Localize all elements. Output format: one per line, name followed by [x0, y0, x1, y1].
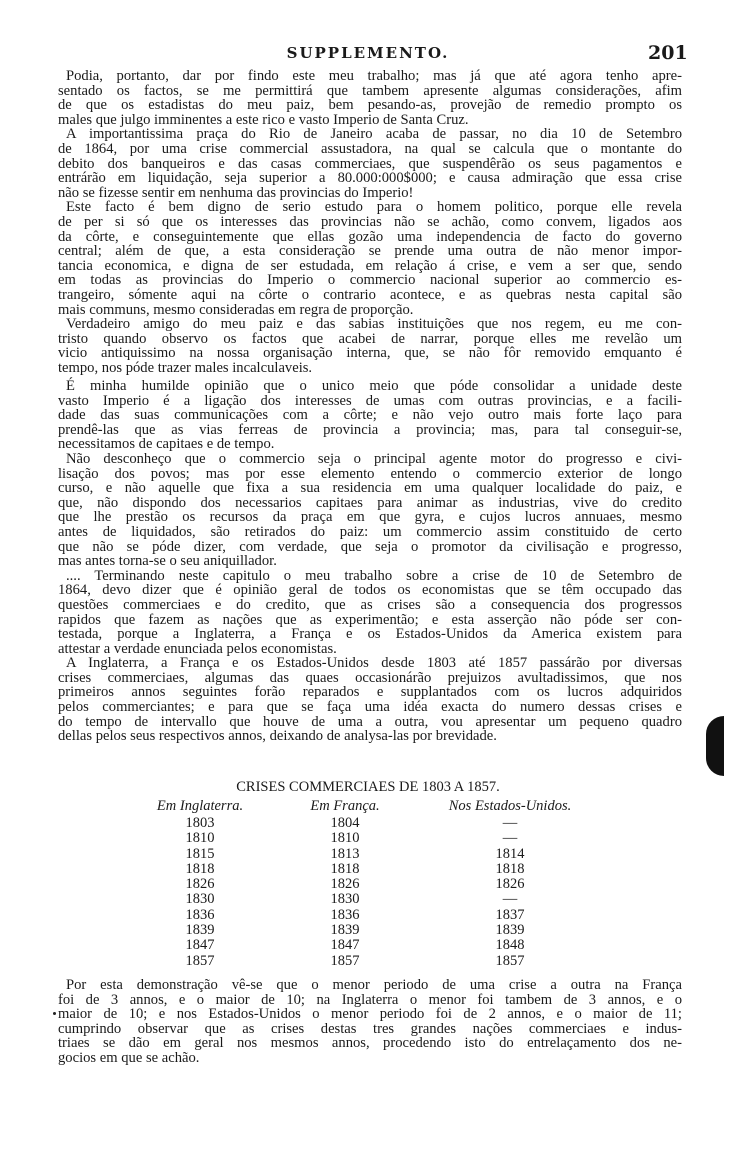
page-number: 201	[648, 42, 688, 64]
table-cell: —	[502, 891, 518, 908]
text-line: de 1864, por uma crise commercial assustadora, na qual se calcula que o montante do	[58, 140, 682, 157]
text-line: males que julgo imminentes a este rico e vasto Imperio de Santa Cruz.	[58, 111, 469, 128]
table-cell: 1839	[330, 922, 360, 939]
paragraph	[58, 200, 682, 317]
text-line: gocios em que se achão.	[58, 1049, 200, 1066]
text-line: tancia economica, e digna de ser estudada, em relação á crise, e vem a ser que, sendo	[58, 257, 682, 274]
text-line: questões commerciaes e do credito, que as crises são a consequencia dos progressos	[58, 596, 682, 613]
table-column-header: Nos Estados-Unidos.	[448, 798, 572, 814]
table-cell: 1826	[495, 876, 525, 893]
text-line: A Inglaterra, a França e os Estados-Unidos desde 1803 até 1857 passárão por diversas	[66, 655, 682, 672]
body-text-section-2	[58, 379, 682, 744]
text-line: cumprindo observar que as crises destas tres grandes nações commerciaes e indus-	[58, 1020, 682, 1037]
table-cell: 1826	[330, 876, 360, 893]
text-line: foi de 3 annos, e o maior de 10; na Inglaterra o menor foi tambem de 3 annos, e o	[58, 991, 682, 1008]
table-cell: —	[502, 815, 518, 831]
text-line: attestar a verdade enunciada pelos economistas.	[58, 640, 337, 657]
text-line: da côrte, e conseguintemente que ellas gozão uma independencia de facto do governo	[58, 228, 682, 245]
margin-dot	[53, 1012, 56, 1015]
table-cell: 1826	[185, 876, 215, 893]
text-line: A importantissima praça do Rio de Janeiro acaba de passar, no dia 10 de Setembro	[66, 126, 682, 143]
text-line: tempo, nos póde trazer males incalculaveis.	[58, 359, 313, 376]
text-line: triaes se dão em geral nos mesmos annos, procedendo isto do entrelaçamento dos ne-	[58, 1035, 682, 1052]
table-cell: 1839	[185, 922, 215, 939]
text-line: sentado os factos, se me permittirá que tambem apresente algumas considerações, afim	[58, 82, 682, 99]
text-line: É minha humilde opinião que o unico meio que póde consolidar a unidade deste	[66, 378, 682, 394]
body-text-section-1	[58, 69, 682, 375]
table-cell: 1837	[495, 906, 525, 923]
text-line: central; além de que, a esta consideração se prende uma outra de não menor impor-	[58, 243, 682, 260]
table-cell: 1857	[495, 952, 525, 969]
table-cell: 1857	[185, 952, 215, 969]
text-line: trangeiro, sómente aqui na côrte o contrario acontece, e as quebras nesta capital são	[58, 286, 682, 303]
paragraph	[58, 69, 682, 127]
text-line: rapidos que fazem as nações que as experimentão; e esta asserção não póde ser con-	[58, 611, 682, 628]
text-line: vasto Imperio é a ligação dos interesses de umas com outras provincias, e a facili-	[58, 392, 682, 409]
text-line: .... Terminando neste capitulo o meu trabalho sobre a crise de 10 de Setembro de	[66, 567, 682, 584]
text-line: vicio antiquissimo na nossa organisação interna, que, se não fôr removido emquanto é	[58, 345, 682, 362]
table-title: CRISES COMMERCIAES DE 1803 A 1857.	[236, 779, 500, 795]
table-cell: 1836	[185, 906, 215, 923]
text-line: pelos commerciantes; e para que se faça uma idéa exacta do numero dessas crises e	[58, 699, 682, 716]
text-line: 1864, devo dizer que é opinião geral de todos os economistas que se têm occupado das	[58, 582, 682, 599]
table-cell: 1810	[185, 830, 215, 847]
text-line: do tempo de intervallo que houve de uma a outra, vou apresentar um pequeno quadro	[58, 713, 682, 730]
paragraph	[58, 656, 682, 744]
text-line: necessitamos de capitaes e de tempo.	[58, 436, 275, 453]
text-line: em todas as provincias do Imperio o commercio nacional superior ao commercio es-	[58, 272, 682, 289]
table-cell: 1815	[185, 845, 215, 862]
page-edge-mark	[706, 716, 724, 776]
page-header-title: SUPPLEMENTO.	[286, 44, 450, 62]
text-line: mais communs, mesmo consideradas em regra de proporção.	[58, 301, 414, 318]
table-column-header: Em França.	[310, 798, 380, 814]
table-column-franca	[290, 798, 400, 969]
table-cell: 1814	[495, 845, 525, 862]
text-line: dellas pelos seus respectivos annos, deixando de analysa-las por brevidade.	[58, 728, 497, 745]
table-column-inglaterra	[140, 798, 260, 969]
table-cell: 1803	[185, 815, 215, 831]
table-cell: 1830	[330, 891, 360, 908]
table-cell: 1847	[330, 937, 360, 954]
text-line: mas antes torna-se o seu aniquillador.	[58, 553, 277, 570]
text-line: Podia, portanto, dar por findo este meu trabalho; mas já que até agora tenho apre-	[66, 68, 682, 84]
body-text-section-3	[58, 978, 682, 1066]
text-line: que não se póde dizer, com verdade, que seja o promotor da civilisação e progresso,	[58, 538, 682, 555]
text-line: Verdadeiro amigo do meu paiz e das sabias instituições que nos regem, eu me con-	[66, 316, 682, 333]
text-line: Este facto é bem digno de serio estudo para o homem politico, porque elle revela	[66, 199, 682, 216]
text-line: Por esta demonstração vê-se que o menor periodo de uma crise a outra na França	[66, 977, 682, 993]
paragraph	[58, 978, 682, 1066]
table-cell: 1847	[185, 937, 215, 954]
table-cell: 1818	[185, 860, 215, 877]
text-line: tristo quando observo os factos que acabei de narrar, porque elles me revelão um	[58, 330, 682, 347]
table-column-header: Em Inglaterra.	[156, 798, 244, 814]
text-line: que lhe prestão os recursos da praça em que gyra, e cujos lucros annuaes, mesmo	[58, 509, 682, 526]
text-line: Não desconheço que o commercio seja o principal agente motor do progresso e civi-	[66, 450, 682, 467]
table-cell: 1813	[330, 845, 360, 862]
table-cell: 1804	[330, 815, 360, 831]
table-cell: 1818	[495, 860, 525, 877]
text-line: debito dos banqueiros e das casas commerciaes, que suspendêrão os seus pagamentos e	[58, 155, 682, 172]
paragraph	[58, 452, 682, 569]
table-cell: 1848	[495, 937, 525, 954]
text-line: que, não dispondo dos necessarios capitaes para animar as industrias, vive do credito	[58, 494, 682, 511]
table-column-estados-unidos	[435, 798, 585, 969]
table-cell: 1857	[330, 952, 360, 969]
text-line: prendê-las que as vias ferreas de provincia a provincia; mas, para tal conseguir-se,	[58, 421, 682, 438]
table-cell: 1810	[330, 830, 360, 847]
text-line: testada, porque a Inglaterra, a França e os Estados-Unidos da America existem para	[58, 626, 682, 643]
text-line: lisação dos povos; mas por esse elemento entendo o commercio exterior de longo	[58, 465, 682, 482]
table-cell: 1830	[185, 891, 215, 908]
paragraph	[58, 127, 682, 200]
text-line: antes de liquidados, são retirados do paiz: um commercio assim constituido de certo	[58, 523, 682, 540]
text-line: entrárão em liquidação, seja superior a 80.000:000$000; e causa admiração que essa crise	[58, 170, 682, 187]
table-cell: —	[502, 830, 518, 847]
text-line: primeiros annos seguintes forão reparados e supplantados com os lucros adquiridos	[58, 684, 682, 701]
text-line: de que os estadistas do meu paiz, bem pesando-as, provejão de remedio prompto os	[58, 97, 682, 114]
paragraph	[58, 569, 682, 657]
text-line: não se fizesse sentir em nenhuma das provincias do Imperio!	[58, 184, 414, 201]
text-line: maior de 10; e nos Estados-Unidos o menor periodo foi de 2 annos, e o maior de 11;	[58, 1006, 682, 1023]
table-cell: 1836	[330, 906, 360, 923]
table-cell: 1818	[330, 860, 360, 877]
paragraph	[58, 379, 682, 452]
text-line: curso, e não aquelle que fixa a sua residencia em uma qualquer localidade do paiz, e	[58, 480, 682, 497]
text-line: dade das suas communicações com a côrte; e não vejo outro mais forte laço para	[58, 407, 682, 424]
paragraph	[58, 317, 682, 375]
text-line: de per si só que os interesses das provincias não se achão, como convem, ligados aos	[58, 213, 682, 230]
table-cell: 1839	[495, 922, 525, 939]
text-line: crises commerciaes, algumas das quaes occasionárão prejuizos avultadissimos, que nos	[58, 669, 682, 686]
